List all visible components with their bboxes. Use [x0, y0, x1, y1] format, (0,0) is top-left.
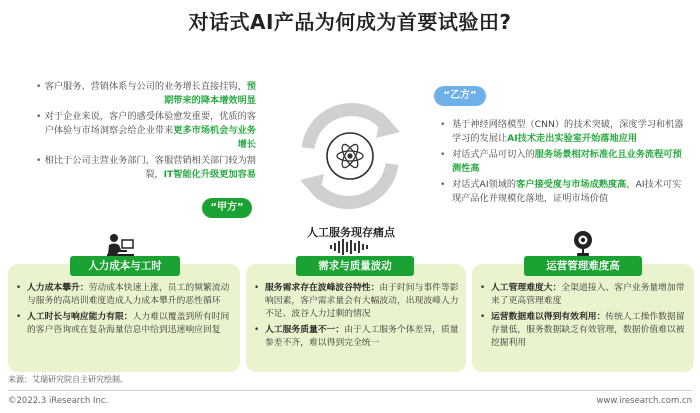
vendor-reason-2: • 对话式产品可切入的服务场景相对标准化且业务流程可预测性高 [440, 149, 682, 174]
webcam-icon [572, 230, 594, 258]
bullet-dot: • [36, 111, 42, 122]
card-item: • 人工管理难度大：全渠道接入、客户业务量增加带来了更高管理难度 [480, 283, 685, 306]
client-side-reasons [38, 80, 258, 184]
card-item: • 人工服务质量不一：由于人工服务个体差异，质量参差不齐，难以得到完全统一 [254, 325, 459, 348]
client-reason-3: • 相比于公司主营业务部门，客服营销相关部门较为割裂，IT智能化升级更加容易 [36, 155, 256, 180]
bullet-dot: • [16, 312, 22, 322]
vendor-reason-3: • 对话式AI领域的客户接受度与市场成熟度高，AI技术可实现产品化并规模化落地，证明市场价值 [440, 179, 682, 204]
page-title: 对话式AI产品为何成为首要试验田? [188, 10, 512, 34]
bullet-dot: • [16, 283, 22, 293]
pain-card-labor-cost [8, 260, 240, 372]
bullet-dot: • [440, 179, 446, 190]
card-item: • 人力成本攀升：劳动成本快速上涨，员工的频繁流动与服务的高培训难度造成人力成本攀升的恶性循环 [16, 283, 230, 306]
source-note: 来源：艾瑞研究院自主研究绘制。 [8, 375, 128, 384]
card-header: 需求与质量波动 [296, 256, 414, 276]
worker-at-desk-icon [105, 232, 135, 258]
footer-copyright: ©2022.3 iResearch Inc. [8, 396, 109, 406]
client-reason-2: • 对于企业来说，客户的感受体验愈发重要，优质的客户体验与市场洞察会给企业带来更多市场机会与业务增长 [36, 111, 256, 150]
bullet-dot: • [36, 155, 42, 166]
client-side-tag: “甲方” [202, 198, 252, 218]
card-header: 运营管理难度高 [524, 256, 642, 276]
client-reason-1: • 客户服务、营销体系与公司的业务增长直接挂钩，预期带来的降本增效明显 [36, 81, 256, 106]
ai-cycle-graphic [290, 96, 410, 216]
card-item: • 服务需求存在波峰波谷特性：由于时间与事件等影响因素，客户需求量会有大幅波动，出现波峰人力不足、波谷人力过剩的情况 [254, 283, 459, 319]
bullet-dot: • [440, 119, 446, 130]
pain-card-demand-quality [246, 260, 466, 372]
bullet-dot: • [480, 312, 486, 322]
card-item: • 运营数据难以得到有效利用：传统人工操作数据留存量低，服务数据缺乏有效管理，数据价值难以被挖掘利用 [480, 312, 685, 348]
card-item: • 人工时长与响应能力有限：人力难以覆盖到所有时间的客户咨询或在复杂海量信息中给到迅速响应回复 [16, 312, 230, 335]
footer-divider [8, 390, 692, 391]
bullet-dot: • [254, 325, 260, 335]
vendor-side-tag: “乙方” [434, 86, 486, 106]
bullet-dot: • [480, 283, 486, 293]
bullet-dot: • [440, 149, 446, 160]
pain-card-operations [472, 260, 694, 372]
vendor-side-reasons [440, 118, 685, 208]
vendor-reason-1: • 基于神经网络模型（CNN）的技术突破，深度学习和机器学习的发展让AI技术走出实验室开始落地应用 [440, 119, 684, 144]
pain-points-title: 人工服务现存痛点 [307, 226, 395, 239]
sound-wave-icon [329, 238, 371, 256]
card-header: 人力成本与工时 [70, 256, 180, 276]
bullet-dot: • [36, 81, 42, 92]
bullet-dot: • [254, 283, 260, 293]
footer-website: www.iresearch.com.cn [596, 396, 692, 406]
